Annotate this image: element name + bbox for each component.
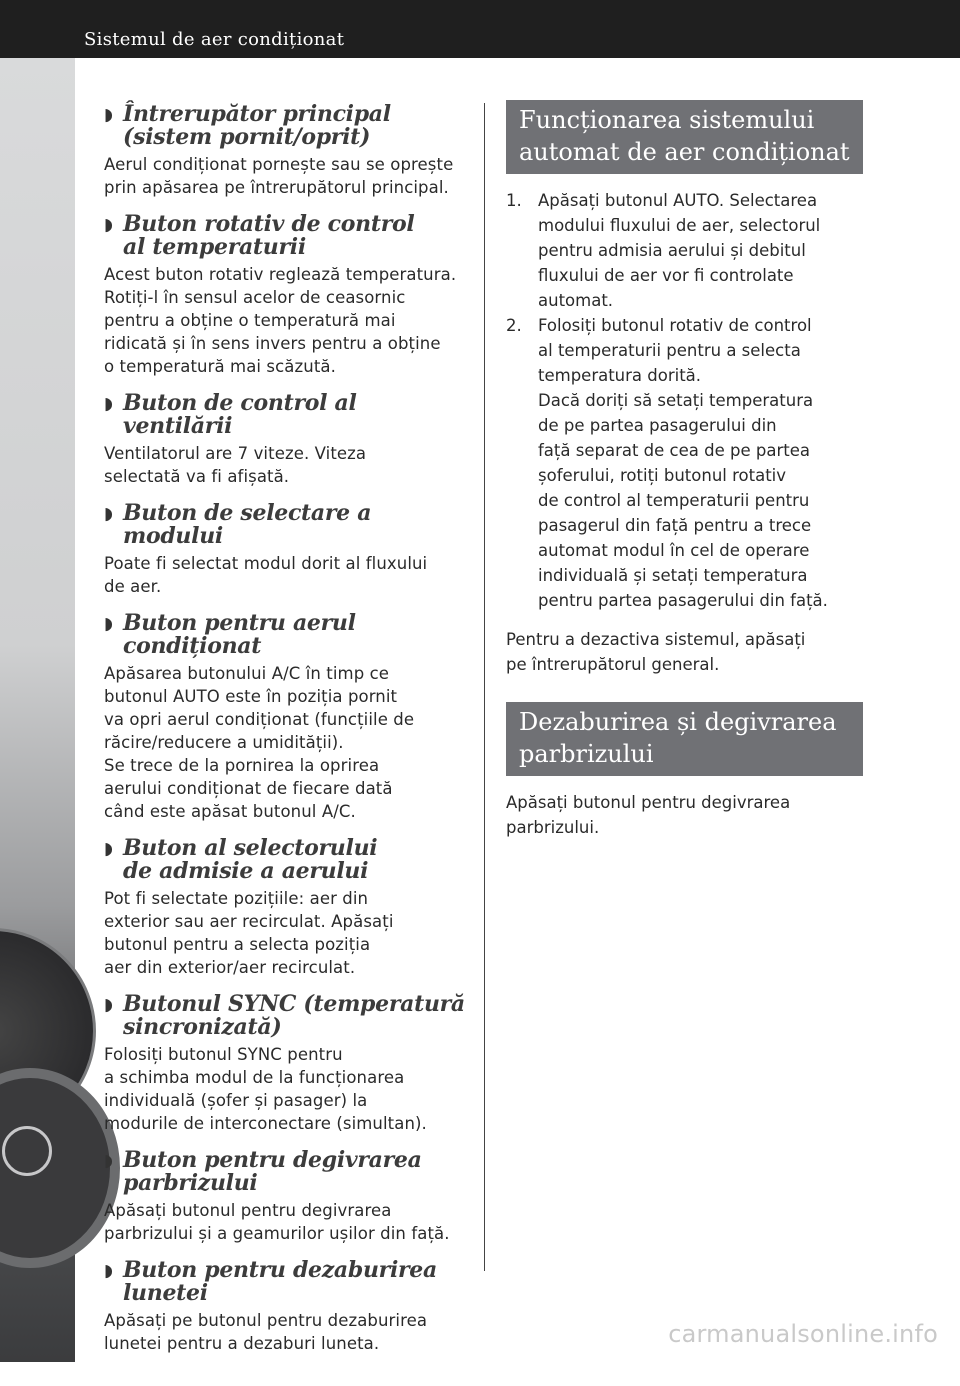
watermark: carmanualsonline.info [668, 1320, 938, 1348]
step-text: Apăsați butonul AUTO. Selectarea modului fluxului de aer, selectorul pentru admisia aerului și debitul fluxului de aer vor fi controlate automat. [538, 191, 821, 310]
section-body: Acest buton rotativ reglează temperatura. Rotiți-l în sensul acelor de ceasornic pentru a obține o temperatură mai ridicată și în sens invers pentru a obține o temperatură mai scăzută. [104, 265, 457, 376]
page-number: 5-6 [8, 1358, 48, 1386]
bullet-icon: ◗ [104, 995, 113, 1015]
section-body: Apăsați pe butonul pentru dezaburirea lunetei pentru a dezaburi luneta. [104, 1311, 428, 1353]
list-item [506, 313, 863, 613]
bullet-icon: ◗ [104, 215, 113, 235]
section-sync-button [104, 993, 466, 1135]
section-heading: Buton de selectare a modului [123, 500, 372, 549]
section-heading: Buton pentru dezaburirea lunetei [123, 1257, 437, 1306]
section-body: Apăsați butonul pentru degivrarea parbrizului și a geamurilor ușilor din față. [104, 1201, 450, 1243]
section-heading: Buton pentru aerul condiționat [123, 610, 356, 659]
section-body: Aerul condiționat pornește sau se oprește prin apăsarea pe întrerupătorul principal. [104, 155, 454, 197]
bullet-icon: ◗ [104, 614, 113, 634]
section-fan-control [104, 392, 466, 488]
section-temperature-dial [104, 213, 466, 378]
section-heading: Întrerupător principal (sistem pornit/oprit) [123, 101, 391, 150]
section-air-intake [104, 837, 466, 979]
brand-logo-icon [2, 1126, 52, 1176]
bullet-icon: ◗ [104, 394, 113, 414]
side-image-strip [0, 58, 75, 1386]
section-body: Apăsarea butonului A/C în timp ce butonul AUTO este în poziția pornit va opri aerul condiționat (funcțiile de răcire/reducere a umidității). Se trece de la pornirea la oprirea aerului condiționat de fiecare dată când este apăsat butonul A/C. [104, 664, 415, 821]
section-heading: Butonul SYNC (temperatură sincronizată) [123, 991, 465, 1040]
defrost-heading: Dezaburirea și degivrarea parbrizului [506, 702, 863, 776]
defrost-text: Apăsați butonul pentru degivrarea parbrizului. [506, 793, 791, 837]
section-body: Pot fi selectate pozițiile: aer din exterior sau aer recirculat. Apăsați butonul pentru a selecta poziția aer din exterior/aer recirculat. [104, 889, 394, 977]
section-body: Ventilatorul are 7 viteze. Viteza selectată va fi afișată. [104, 444, 367, 486]
list-item [506, 188, 863, 313]
header-bar [0, 0, 960, 58]
bullet-icon: ◗ [104, 1151, 113, 1171]
section-ac-button [104, 612, 466, 823]
chapter-title: Sistemul de aer condiționat [84, 29, 345, 50]
section-heading: Buton rotativ de control al temperaturii [123, 211, 415, 260]
section-mode-selector [104, 502, 466, 598]
section-heading: Buton al selectorului de admisie a aerului [123, 835, 378, 884]
bullet-icon: ◗ [104, 839, 113, 859]
bullet-icon: ◗ [104, 105, 113, 125]
left-column [104, 103, 466, 1369]
section-windshield-defrost [104, 1149, 466, 1245]
auto-operation-heading: Funcționarea sistemului automat de aer condiționat [506, 100, 863, 174]
bullet-icon: ◗ [104, 504, 113, 524]
section-body: Folosiți butonul SYNC pentru a schimba modul de la funcționarea individuală (șofer și pasager) la modurile de interconectare (simultan). [104, 1045, 427, 1133]
section-heading: Buton de control al ventilării [123, 390, 357, 439]
right-column [506, 100, 863, 865]
section-body: Poate fi selectat modul dorit al fluxului de aer. [104, 554, 428, 596]
column-divider [484, 103, 485, 1271]
section-rear-defog [104, 1259, 466, 1355]
step-text: Folosiți butonul rotativ de control al temperaturii pentru a selecta temperatura dorită. Dacă doriți să setați temperatura de pe partea pasagerului din față separat de cea de pe partea șoferului, rotiți butonul rotativ de control al temperaturii pentru pasagerul din față pentru a trece automat modul în cel de operare individuală și setați temperatura pentru partea pasagerului din față. [538, 316, 828, 610]
step-number: 2. [506, 316, 522, 335]
bullet-icon: ◗ [104, 1261, 113, 1281]
step-number: 1. [506, 191, 522, 210]
auto-steps-list [506, 188, 863, 613]
section-heading: Buton pentru degivrarea parbrizului [123, 1147, 422, 1196]
deactivate-text: Pentru a dezactiva sistemul, apăsați pe întrerupătorul general. [506, 630, 806, 674]
section-main-switch [104, 103, 466, 199]
